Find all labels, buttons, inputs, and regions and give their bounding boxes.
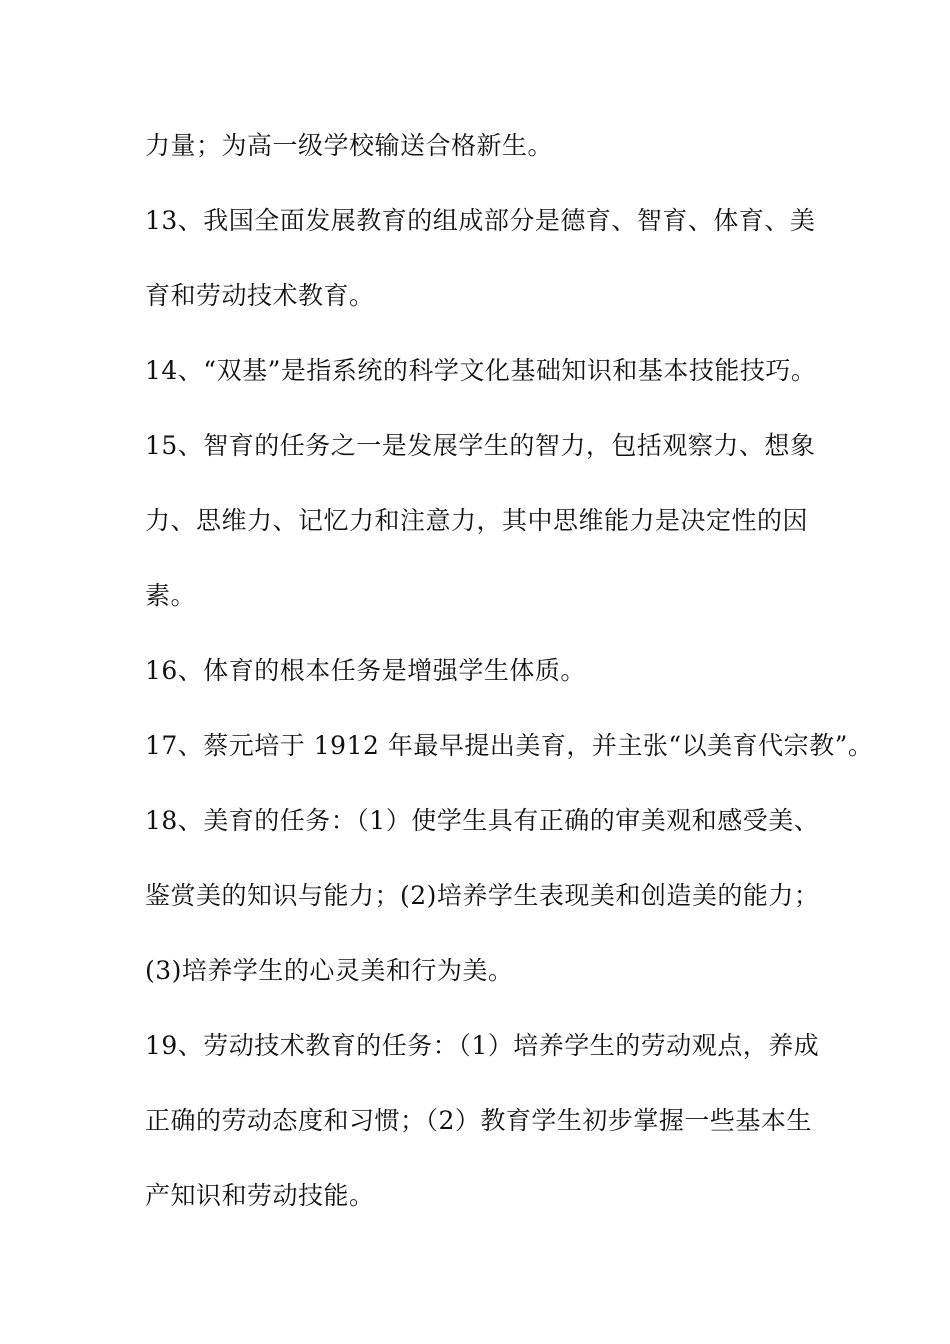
text-line: 19、劳动技术教育的任务：（1）培养学生的劳动观点，养成 bbox=[145, 1031, 820, 1060]
text-line: (3)培养学生的心灵美和行为美。 bbox=[145, 956, 514, 985]
text-line: 14、“双基”是指系统的科学文化基础知识和基本技能技巧。 bbox=[145, 356, 817, 385]
text-line: 16、体育的根本任务是增强学生体质。 bbox=[145, 656, 586, 685]
text-line: 产知识和劳动技能。 bbox=[145, 1181, 375, 1210]
text-line: 17、蔡元培于 1912 年最早提出美育，并主张“以美育代宗教”。 bbox=[145, 731, 874, 760]
text-line: 13、我国全面发展教育的组成部分是德育、智育、体育、美 bbox=[145, 206, 816, 235]
text-line: 育和劳动技术教育。 bbox=[145, 281, 375, 310]
text-line: 15、智育的任务之一是发展学生的智力，包括观察力、想象 bbox=[145, 431, 816, 460]
text-line: 力量；为高一级学校输送合格新生。 bbox=[145, 131, 554, 160]
text-line: 鉴赏美的知识与能力；(2)培养学生表现美和创造美的能力； bbox=[145, 881, 820, 910]
text-line: 正确的劳动态度和习惯；（2）教育学生初步掌握一些基本生 bbox=[145, 1106, 812, 1135]
text-line: 力、思维力、记忆力和注意力，其中思维能力是决定性的因 bbox=[145, 506, 809, 535]
text-line: 18、美育的任务：（1）使学生具有正确的审美观和感受美、 bbox=[145, 806, 820, 835]
text-line: 素。 bbox=[145, 581, 197, 610]
